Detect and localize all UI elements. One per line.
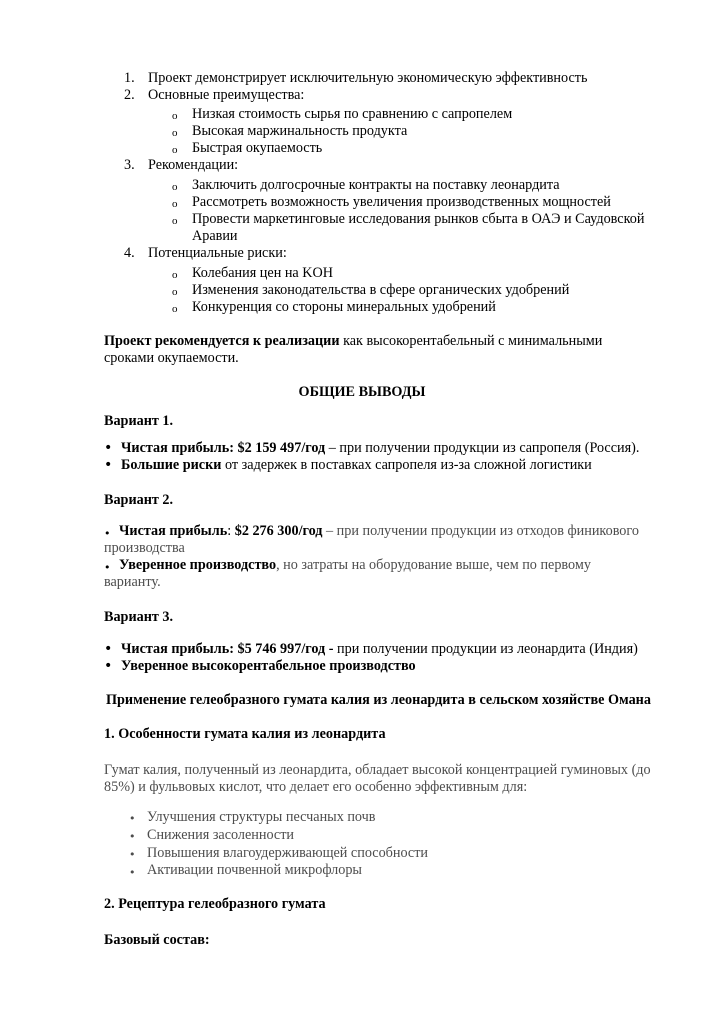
circle-bullet-icon: o	[172, 181, 178, 193]
paragraph-line-1: Гумат калия, полученный из леонардита, обладает высокой концентрацией гуминовых (до	[104, 762, 651, 778]
bullet-icon: •	[104, 457, 113, 473]
variant-3-bullet-2: Уверенное высокорентабельное производство	[121, 658, 416, 674]
benefit-list-item: Снижения засоленности	[147, 827, 295, 843]
variant-2-bullet-2-continuation: варианту.	[104, 574, 161, 590]
variant-1-bullet-1: Чистая прибыль: $2 159 497/год – при получении продукции из сапропеля (Россия).	[121, 440, 640, 456]
sub-list-item: Рассмотреть возможность увеличения производственных мощностей	[192, 194, 611, 210]
bullet-icon: •	[104, 527, 111, 540]
benefit-list-item: Повышения влагоудерживающей способности	[147, 845, 429, 861]
recommendation-bold: Проект рекомендуется к реализации	[104, 333, 340, 349]
circle-bullet-icon: o	[172, 144, 178, 156]
sub-list-item: Провести маркетинговые исследования рынков сбыта в ОАЭ и Саудовской	[192, 211, 645, 227]
bullet-icon: •	[129, 866, 136, 879]
variant-2-bullet-1: Чистая прибыль: $2 276 300/год – при получении продукции из отходов финикового	[119, 523, 639, 539]
variant-2-title: Вариант 2.	[104, 492, 174, 508]
bullet-icon: •	[129, 848, 136, 861]
variant-2-bullet-1-continuation: производства	[104, 540, 185, 556]
list-item: Рекомендации:	[148, 157, 239, 173]
list-item: Основные преимущества:	[148, 87, 305, 103]
sub-list-item: Высокая маржинальность продукта	[192, 123, 408, 139]
variant-1-bullet-2: Большие риски от задержек в поставках сапропеля из-за сложной логистики	[121, 457, 592, 473]
paragraph-line-2: 85%) и фульвовых кислот, что делает его особенно эффективным для:	[104, 779, 528, 795]
circle-bullet-icon: o	[172, 286, 178, 298]
oman-section-title: Применение гелеобразного гумата калия из леонардита в сельском хозяйстве Омана	[106, 692, 651, 708]
list-number: 3.	[124, 157, 135, 173]
variant-3-title: Вариант 3.	[104, 609, 174, 625]
bullet-icon: •	[104, 641, 113, 657]
circle-bullet-icon: o	[172, 198, 178, 210]
subsection-1-title: 1. Особенности гумата калия из леонардита	[104, 726, 386, 742]
sub-list-item: Заключить долгосрочные контракты на поставку леонардита	[192, 177, 560, 193]
bullet-icon: •	[104, 561, 111, 574]
list-number: 2.	[124, 87, 135, 103]
bullet-icon: •	[129, 830, 136, 843]
circle-bullet-icon: o	[172, 269, 178, 281]
list-number: 4.	[124, 245, 135, 261]
sub-list-item-continuation: Аравии	[192, 228, 238, 244]
circle-bullet-icon: o	[172, 303, 178, 315]
benefit-list-item: Улучшения структуры песчаных почв	[147, 809, 376, 825]
bullet-icon: •	[104, 658, 113, 674]
variant-3-bullet-1: Чистая прибыль: $5 746 997/год - при получении продукции из леонардита (Индия)	[121, 641, 638, 657]
bullet-icon: •	[104, 440, 113, 456]
section-heading: ОБЩИЕ ВЫВОДЫ	[298, 384, 426, 400]
bullet-icon: •	[129, 812, 136, 825]
recommendation-text: как высокорентабельный с минимальными	[339, 333, 603, 349]
recommendation-line-2: сроками окупаемости.	[104, 350, 239, 366]
benefit-list-item: Активации почвенной микрофлоры	[147, 862, 362, 878]
base-composition-title: Базовый состав:	[104, 932, 210, 948]
sub-list-item: Низкая стоимость сырья по сравнению с сапропелем	[192, 106, 513, 122]
sub-list-item: Конкуренция со стороны минеральных удобрений	[192, 299, 496, 315]
list-item: Проект демонстрирует исключительную экономическую эффективность	[148, 70, 588, 86]
circle-bullet-icon: o	[172, 110, 178, 122]
variant-2-bullet-2: Уверенное производство, но затраты на оборудование выше, чем по первому	[119, 557, 591, 573]
sub-list-item: Быстрая окупаемость	[192, 140, 323, 156]
circle-bullet-icon: o	[172, 215, 178, 227]
subsection-2-title: 2. Рецептура гелеобразного гумата	[104, 896, 326, 912]
sub-list-item: Изменения законодательства в сфере органических удобрений	[192, 282, 570, 298]
list-item: Потенциальные риски:	[148, 245, 287, 261]
list-number: 1.	[124, 70, 135, 86]
recommendation-line	[104, 333, 602, 350]
variant-1-title: Вариант 1.	[104, 413, 174, 429]
circle-bullet-icon: o	[172, 127, 178, 139]
sub-list-item: Колебания цен на KOH	[192, 265, 334, 281]
